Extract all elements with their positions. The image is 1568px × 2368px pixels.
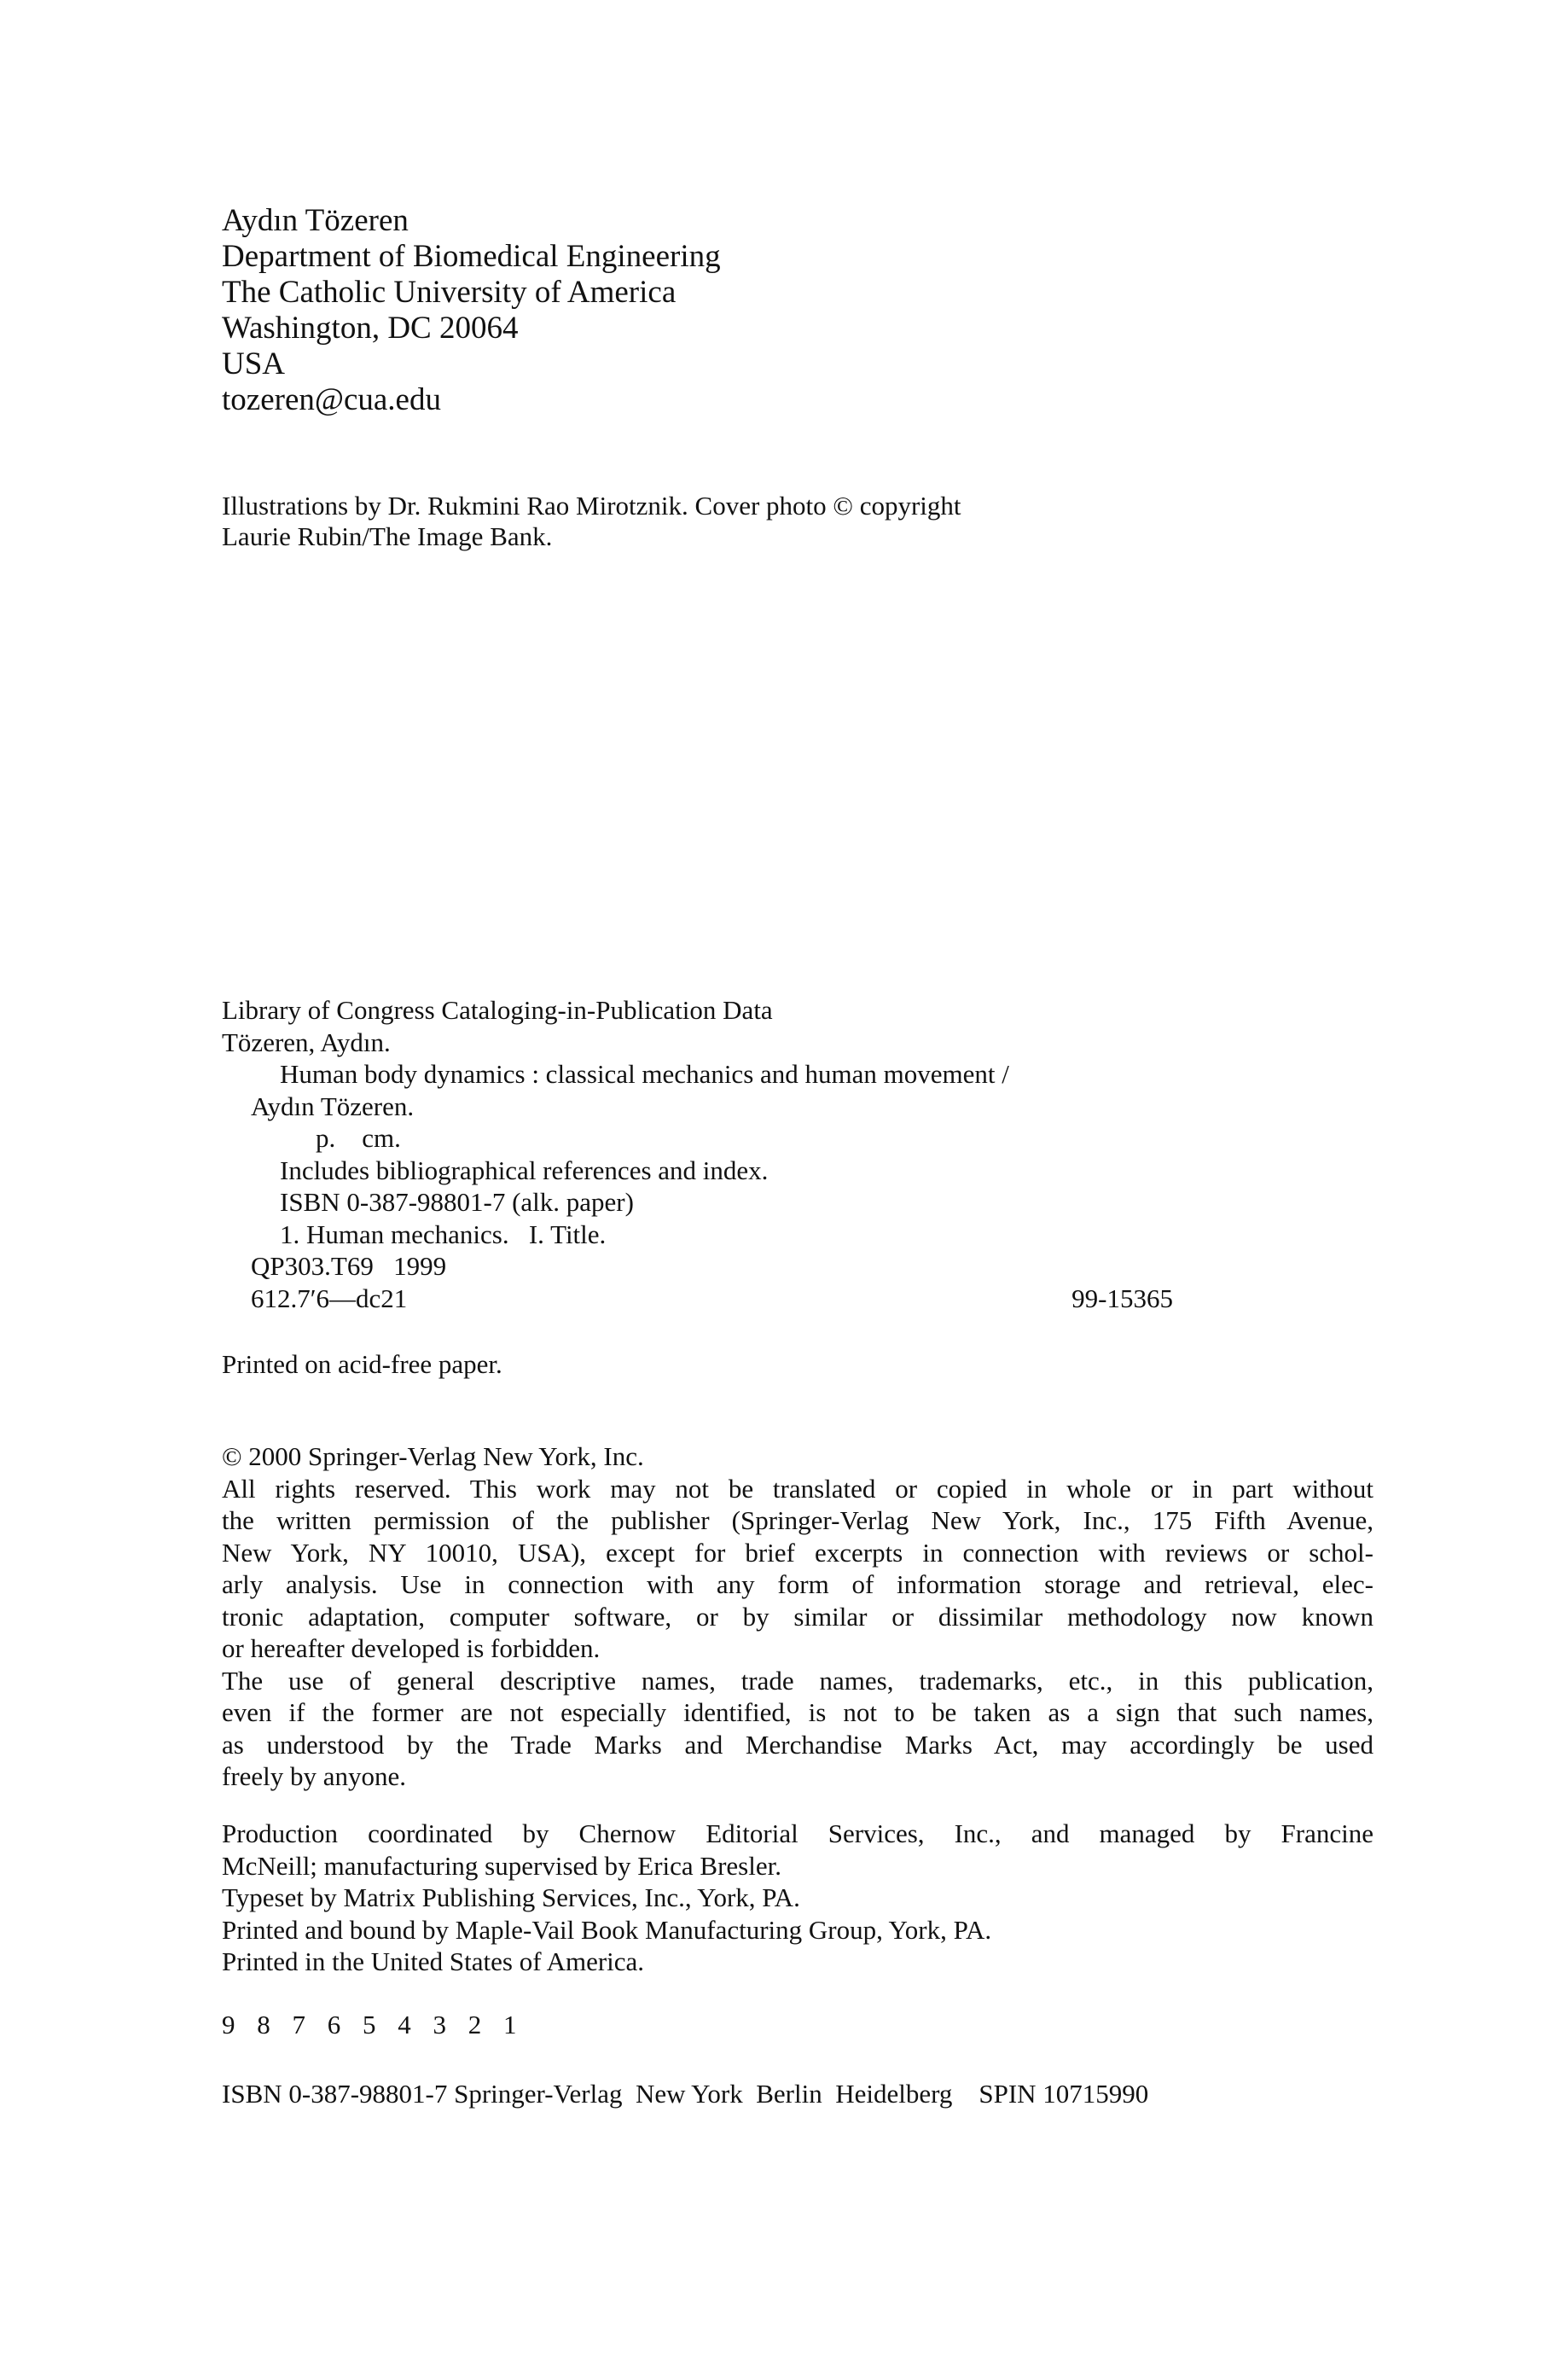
rights-p2-line: freely by anyone. <box>222 1761 407 1791</box>
rights-p2-line: as understood by the Trade Marks and Merchandise Marks Act, may accordingly be used <box>222 1729 1373 1760</box>
rights-p1-line: New York, NY 10010, USA), except for brief excerpts in connection with reviews or schol- <box>222 1537 1373 1568</box>
printing-number-line: 9 8 7 6 5 4 3 2 1 <box>222 2010 525 2039</box>
production-line: Printed in the United States of America. <box>222 1946 645 1976</box>
rights-p2-line: even if the former are not especially identified, is not to be taken as a sign that such names, <box>222 1697 1373 1727</box>
production-line: Production coordinated by Chernow Editorial Services, Inc., and managed by Francine <box>222 1818 1373 1848</box>
cip-lccn: 99-15365 <box>1071 1283 1173 1313</box>
cip-dewey: 612.7′6—dc21 <box>251 1283 408 1313</box>
author-name: Aydın Tözeren <box>222 203 409 238</box>
cip-notes: Includes bibliographical references and index. <box>280 1155 769 1185</box>
cip-subjects: 1. Human mechanics. I. Title. <box>280 1219 607 1249</box>
author-university: The Catholic University of America <box>222 275 677 310</box>
isbn-footer: ISBN 0-387-98801-7 Springer-Verlag New York Berlin Heidelberg SPIN 10715990 <box>222 2079 1149 2109</box>
production-line: Typeset by Matrix Publishing Services, Inc., York, PA. <box>222 1882 800 1912</box>
cip-header: Library of Congress Cataloging-in-Publication Data <box>222 995 773 1025</box>
acid-free-note: Printed on acid-free paper. <box>222 1349 502 1379</box>
rights-p2-line: The use of general descriptive names, trade names, trademarks, etc., in this publication, <box>222 1665 1373 1696</box>
rights-p1-line: or hereafter developed is forbidden. <box>222 1633 601 1663</box>
cip-lc-class: QP303.T69 1999 <box>251 1251 447 1281</box>
illustrations-line-2: Laurie Rubin/The Image Bank. <box>222 521 553 551</box>
illustrations-line-1: Illustrations by Dr. Rukmini Rao Mirotznik. Cover photo © copyright <box>222 491 961 521</box>
cip-dewey-row <box>222 1283 1173 1315</box>
rights-block <box>222 1440 1373 1793</box>
author-email: tozeren@cua.edu <box>222 382 441 417</box>
production-line: McNeill; manufacturing supervised by Erica Bresler. <box>222 1850 781 1881</box>
illustrations-credit <box>222 491 961 552</box>
author-address-block <box>222 203 721 418</box>
rights-p1-line: tronic adaptation, computer software, or by similar or dissimilar methodology now known <box>222 1601 1373 1632</box>
cip-isbn: ISBN 0-387-98801-7 (alk. paper) <box>280 1187 634 1217</box>
cip-pagination: p. cm. <box>316 1123 401 1153</box>
author-city: Washington, DC 20064 <box>222 311 519 346</box>
author-department: Department of Biomedical Engineering <box>222 239 721 274</box>
rights-p1-line: arly analysis. Use in connection with any form of information storage and retrieval, elec- <box>222 1569 1373 1599</box>
rights-p1-line: the written permission of the publisher (Springer-Verlag New York, Inc., 175 Fifth Avenue, <box>222 1505 1373 1535</box>
copyright-notice: © 2000 Springer-Verlag New York, Inc. <box>222 1441 644 1471</box>
author-country: USA <box>222 346 286 381</box>
copyright-page <box>222 0 1373 2368</box>
production-credits <box>222 1818 1373 1978</box>
cip-author: Tözeren, Aydın. <box>222 1027 391 1057</box>
production-line: Printed and bound by Maple-Vail Book Manufacturing Group, York, PA. <box>222 1914 992 1945</box>
rights-p1-line: All rights reserved. This work may not be translated or copied in whole or in part without <box>222 1473 1373 1504</box>
cip-data-block <box>222 994 1173 1314</box>
cip-title-line-2: Aydın Tözeren. <box>251 1091 415 1121</box>
cip-title-line-1: Human body dynamics : classical mechanics and human movement / <box>280 1059 1009 1089</box>
